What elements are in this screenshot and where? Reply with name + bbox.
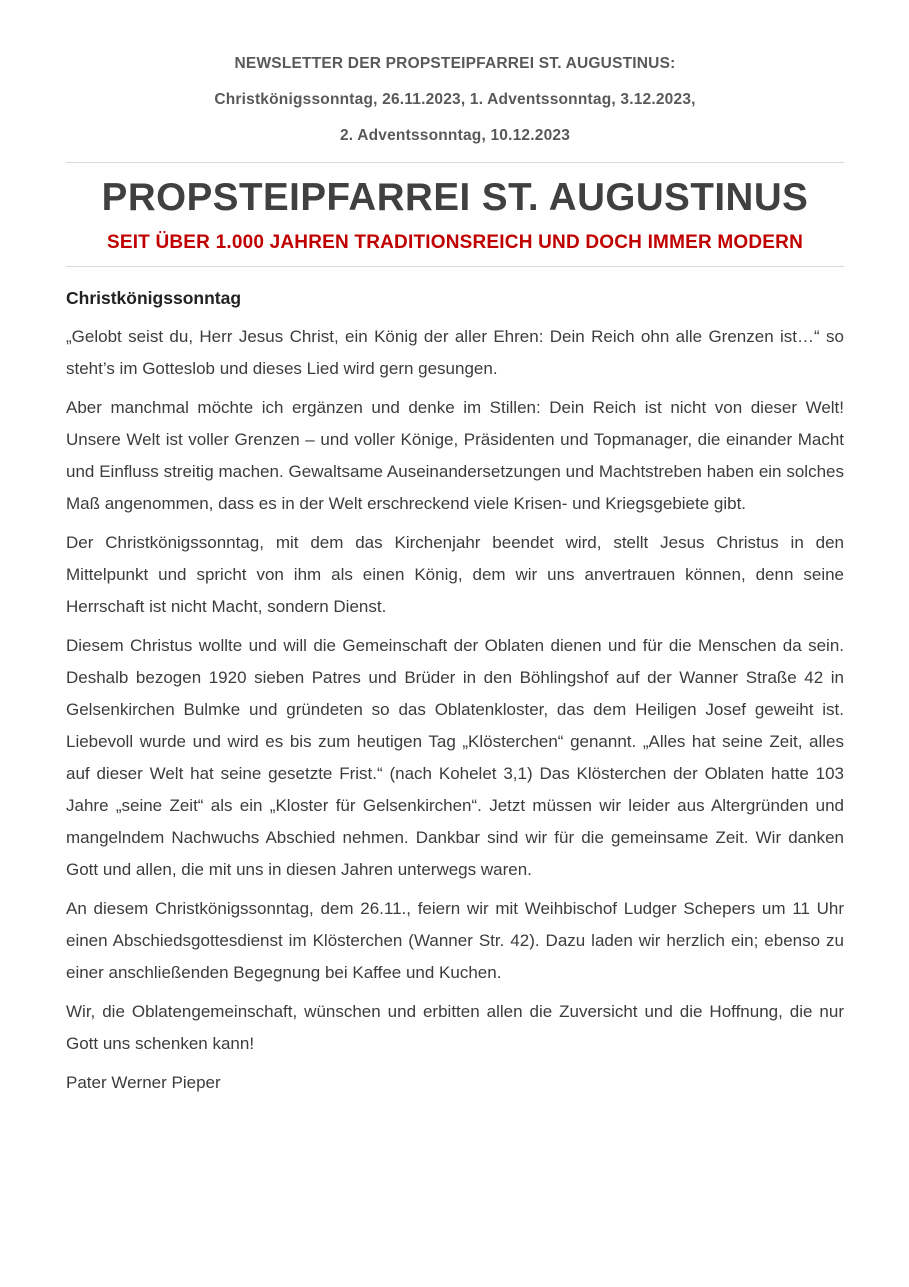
article-heading: Christkönigssonntag <box>66 288 242 308</box>
divider-masthead <box>66 266 844 267</box>
header-line-3: 2. Adventssonntag, 10.12.2023 <box>339 127 571 144</box>
header-line-1: NEWSLETTER DER PROPSTEIPFARREI ST. AUGUSTINUS: <box>234 55 676 72</box>
paragraph-2: Aber manchmal möchte ich ergänzen und denke im Stillen: Dein Reich ist nicht von dieser Welt! Unsere Welt ist voller Grenzen – und voller Könige, Präsidenten und Topmanager, die einander Macht und Einfluss streitig machen. Gewaltsame Auseinandersetzungen und Machtstreben haben ein solches Maß angenommen, dass es in der Welt erschreckend viele Krisen- und Kriegsgebiete gibt. <box>66 398 844 513</box>
article-body <box>66 283 844 1099</box>
paragraph-5: An diesem Christkönigssonntag, dem 26.11., feiern wir mit Weihbischof Ludger Schepers um 11 Uhr einen Abschiedsgottesdienst im Klösterchen (Wanner Str. 42). Dazu laden wir herzlich ein; ebenso zu einer anschließenden Begegnung bei Kaffee und Kuchen. <box>66 899 844 982</box>
page-title: PROPSTEIPFARREI ST. AUGUSTINUS <box>101 176 809 219</box>
newsletter-header <box>66 0 844 154</box>
paragraph-3: Der Christkönigssonntag, mit dem das Kirchenjahr beendet wird, stellt Jesus Christus in den Mittelpunkt und spricht von ihm als einen König, dem wir uns anvertrauen können, denn seine Herrschaft ist nicht Macht, sondern Dienst. <box>66 533 844 616</box>
signature: Pater Werner Pieper <box>66 1073 221 1092</box>
paragraph-6: Wir, die Oblatengemeinschaft, wünschen und erbitten allen die Zuversicht und die Hoffnung, die nur Gott uns schenken kann! <box>66 1002 844 1053</box>
header-line-2: Christkönigssonntag, 26.11.2023, 1. Adventssonntag, 3.12.2023, <box>214 91 696 108</box>
divider-header <box>66 162 844 163</box>
paragraph-1: „Gelobt seist du, Herr Jesus Christ, ein König der aller Ehren: Dein Reich ohn alle Grenzen ist…“ so steht’s im Gotteslob und dieses Lied wird gern gesungen. <box>66 327 844 378</box>
paragraph-4: Diesem Christus wollte und will die Gemeinschaft der Oblaten dienen und für die Menschen da sein. Deshalb bezogen 1920 sieben Patres und Brüder in den Böhlingshof auf der Wanner Straße 42 in Gelsenkirchen Bulmke und gründeten so das Oblatenkloster, das dem Heiligen Josef geweiht ist. Liebevoll wurde und wird es bis zum heutigen Tag „Klösterchen“ genannt. „Alles hat seine Zeit, alles auf dieser Welt hat seine gesetzte Frist.“ (nach Kohelet 3,1) Das Klösterchen der Oblaten hatte 103 Jahre „seine Zeit“ als ein „Kloster für Gelsenkirchen“. Jetzt müssen wir leider aus Altergründen und mangelndem Nachwuchs Abschied nehmen. Dankbar sind wir für die gemeinsame Zeit. Wir danken Gott und allen, die mit uns in diesen Jahren unterwegs waren. <box>66 636 844 879</box>
masthead-subtitle: SEIT ÜBER 1.000 JAHREN TRADITIONSREICH UND DOCH IMMER MODERN <box>106 232 804 253</box>
